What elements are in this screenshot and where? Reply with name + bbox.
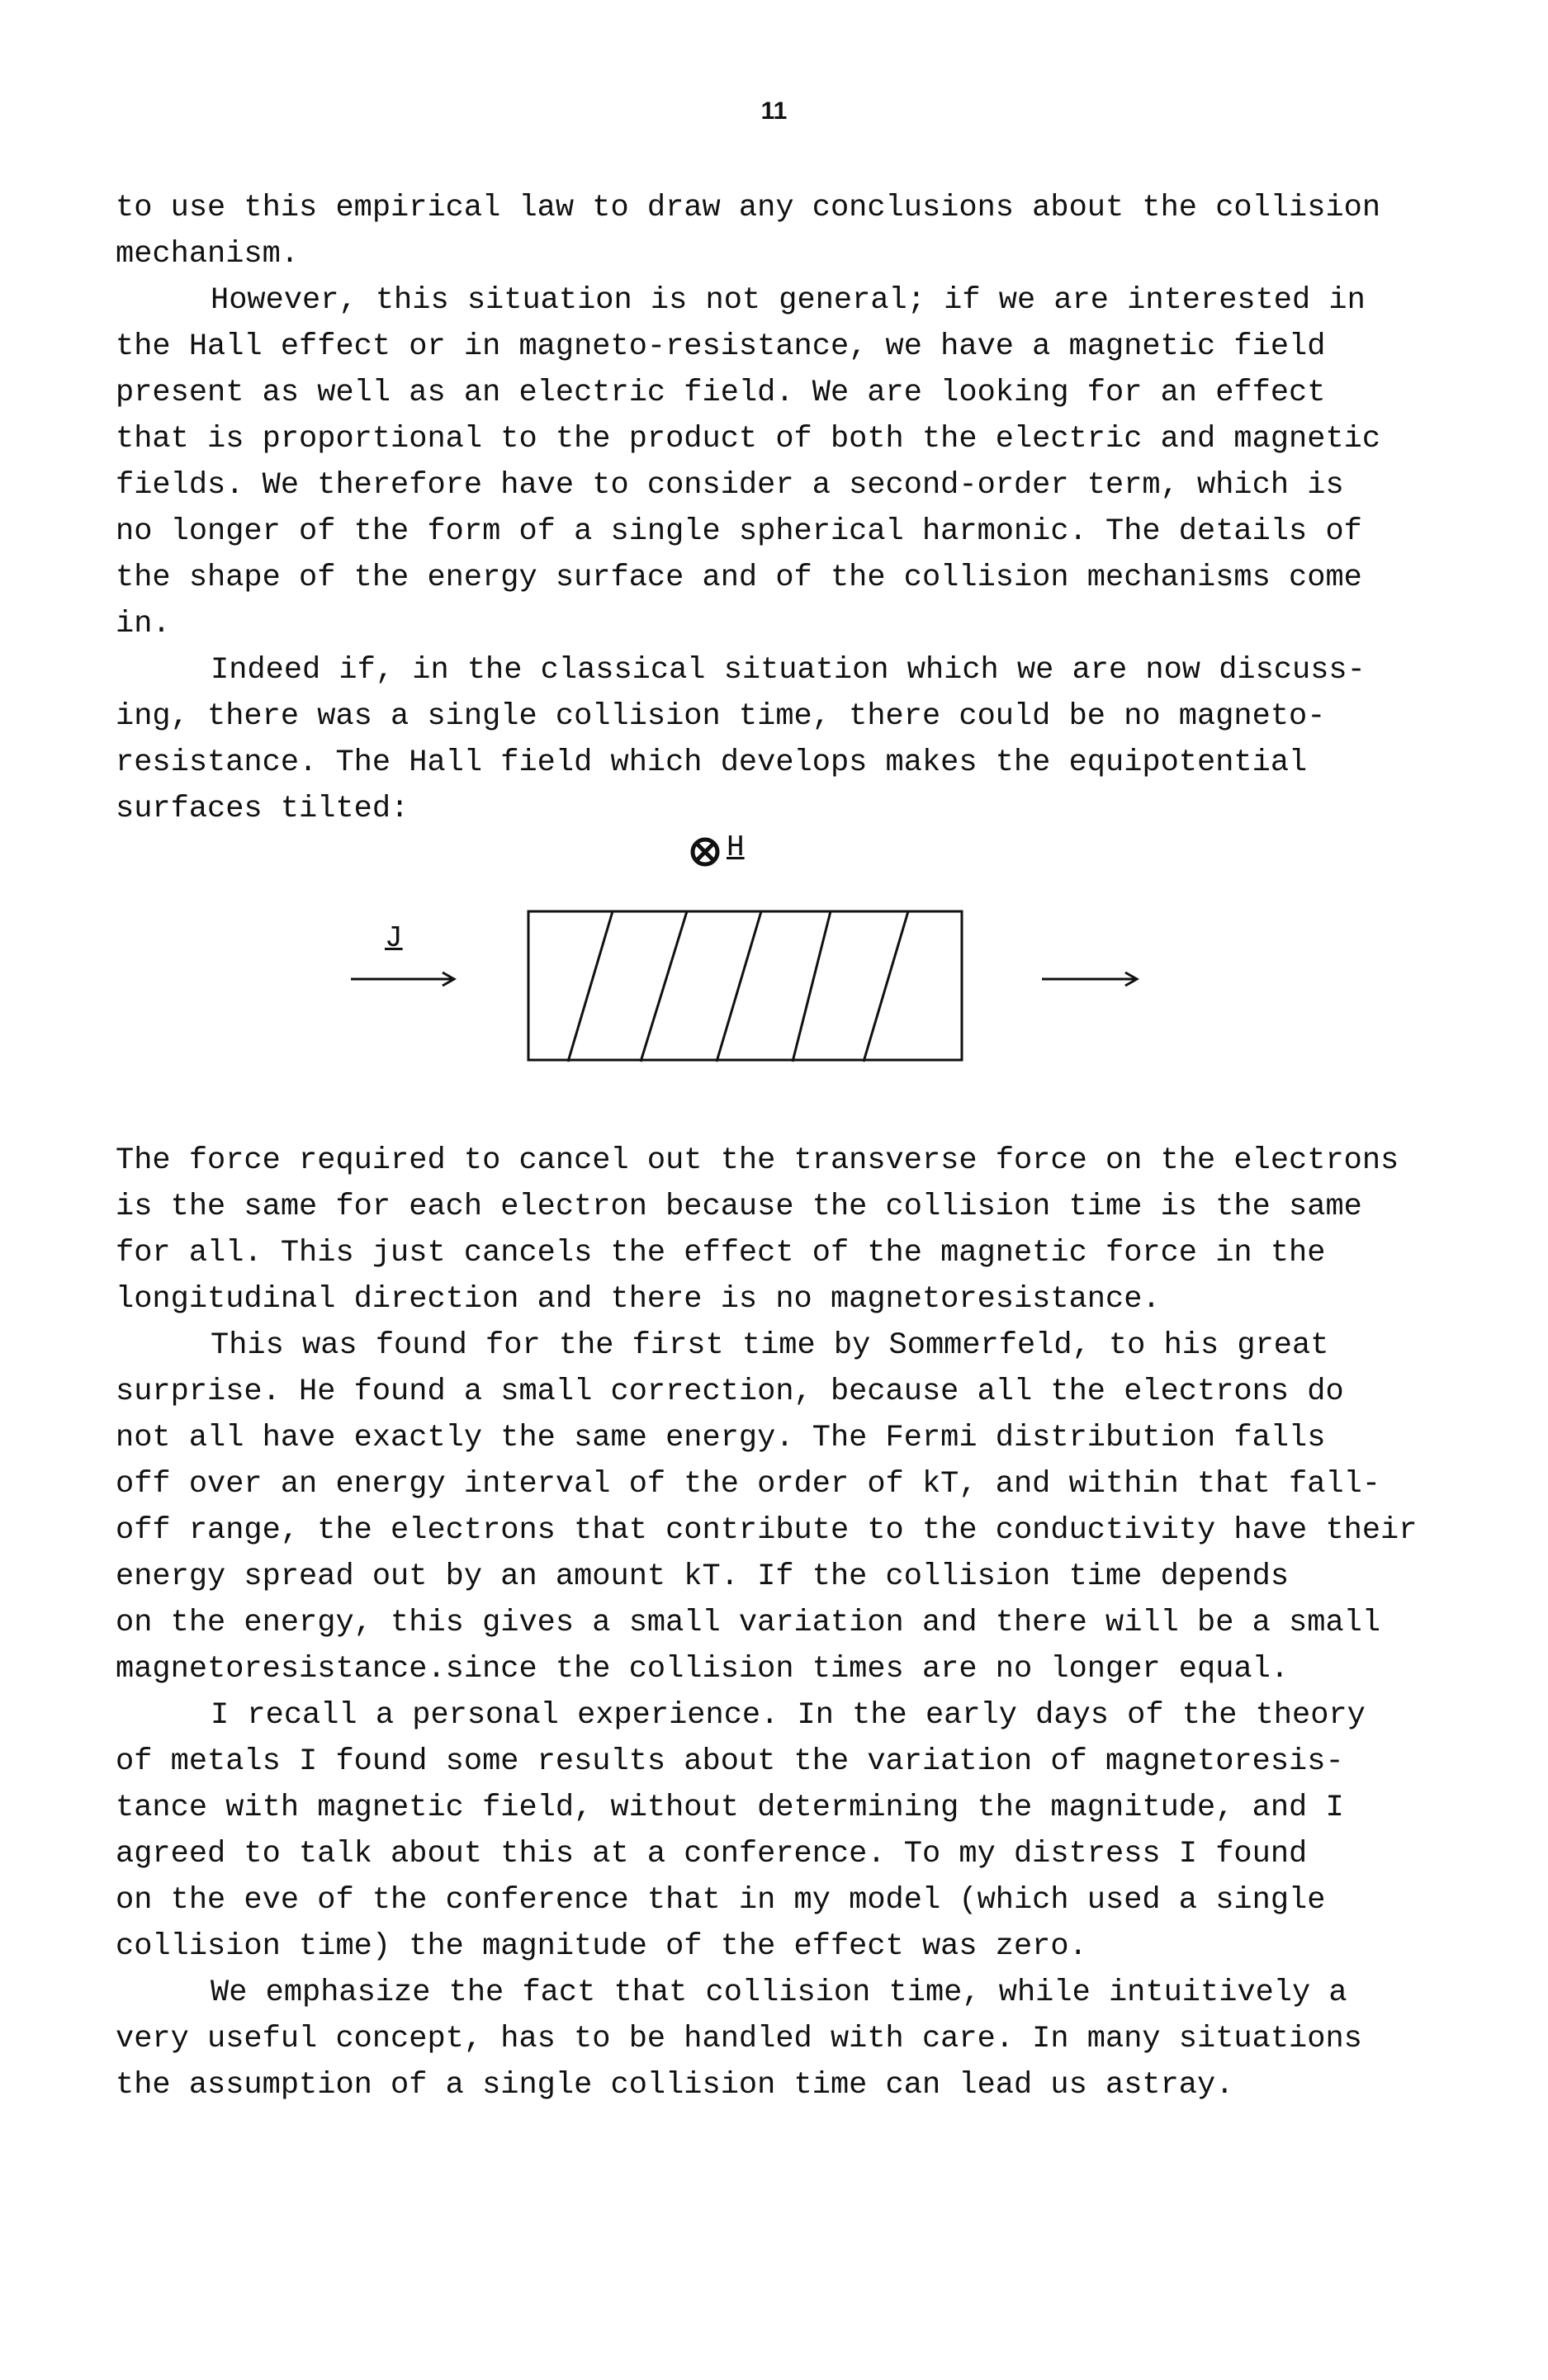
page-number: 11 (760, 97, 788, 125)
text-line: for all. This just cancels the effect of the magnetic force in the (116, 1236, 1326, 1270)
equipotential-line (641, 911, 687, 1062)
text-line: not all have exactly the same energy. The Fermi distribution falls (116, 1421, 1326, 1455)
text-line: the assumption of a single collision time can lead us astray. (116, 2068, 1234, 2103)
text-line: agreed to talk about this at a conference. To my distress I found (116, 1837, 1308, 1871)
text-line: off over an energy interval of the order of kT, and within that fall- (116, 1467, 1381, 1502)
text-line: on the energy, this gives a small variation and there will be a small (116, 1606, 1381, 1640)
text-line: However, this situation is not general; if we are interested in (211, 283, 1366, 318)
current-label: J (385, 921, 403, 955)
text-line: very useful concept, has to be handled with care. In many situations (116, 2022, 1362, 2056)
text-line: in. (116, 607, 171, 641)
text-line: present as well as an electric field. We are looking for an effect (116, 376, 1326, 410)
text-line: fields. We therefore have to consider a second-order term, which is (116, 468, 1344, 503)
equipotential-line (717, 911, 761, 1062)
text-line: collision time) the magnitude of the effect was zero. (116, 1929, 1087, 1964)
field-into-page-icon (693, 840, 717, 864)
body-text-bottom (116, 1138, 1470, 2108)
text-line: tance with magnetic field, without determining the magnitude, and I (116, 1791, 1344, 1825)
body-text-top (116, 185, 1470, 832)
text-line: the shape of the energy surface and of the collision mechanisms come (116, 561, 1362, 595)
text-line: mechanism. (116, 237, 300, 272)
text-line: surprise. He found a small correction, because all the electrons do (116, 1375, 1344, 1409)
current-arrow-left (351, 972, 454, 986)
text-line: The force required to cancel out the transverse force on the electrons (116, 1143, 1399, 1178)
text-line: off range, the electrons that contribute to the conductivity have their (116, 1513, 1418, 1548)
field-label: H (727, 830, 745, 864)
equipotential-line (568, 911, 613, 1062)
current-arrow-right (1042, 972, 1137, 986)
text-line: of metals I found some results about the variation of magnetoresis- (116, 1744, 1344, 1779)
text-line: is the same for each electron because the collision time is the same (116, 1190, 1362, 1224)
text-line: I recall a personal experience. In the early days of the theory (211, 1698, 1366, 1733)
text-line: on the eve of the conference that in my model (which used a single (116, 1883, 1326, 1918)
text-line: no longer of the form of a single spherical harmonic. The details of (116, 514, 1362, 549)
text-line: energy spread out by an amount kT. If the collision time depends (116, 1559, 1290, 1594)
text-line: magnetoresistance.since the collision times are no longer equal. (116, 1652, 1290, 1687)
text-line: resistance. The Hall field which develops makes the equipotential (116, 745, 1308, 780)
text-line: ing, there was a single collision time, there could be no magneto- (116, 699, 1326, 734)
text-line: surfaces tilted: (116, 792, 409, 826)
equipotential-line (793, 911, 831, 1062)
equipotential-line (864, 911, 908, 1062)
text-line: We emphasize the fact that collision time, while intuitively a (211, 1975, 1347, 2010)
equipotential-lines (568, 911, 908, 1062)
conductor-sample (528, 911, 962, 1060)
text-line: longitudinal direction and there is no magnetoresistance. (116, 1282, 1161, 1317)
text-line: Indeed if, in the classical situation which we are now discuss- (211, 653, 1366, 688)
text-line: the Hall effect or in magneto-resistance, we have a magnetic field (116, 329, 1326, 364)
text-line: to use this empirical law to draw any conclusions about the collision (116, 191, 1381, 225)
text-line: This was found for the first time by Sommerfeld, to his great (211, 1328, 1329, 1363)
text-line: that is proportional to the product of both the electric and magnetic (116, 422, 1381, 457)
